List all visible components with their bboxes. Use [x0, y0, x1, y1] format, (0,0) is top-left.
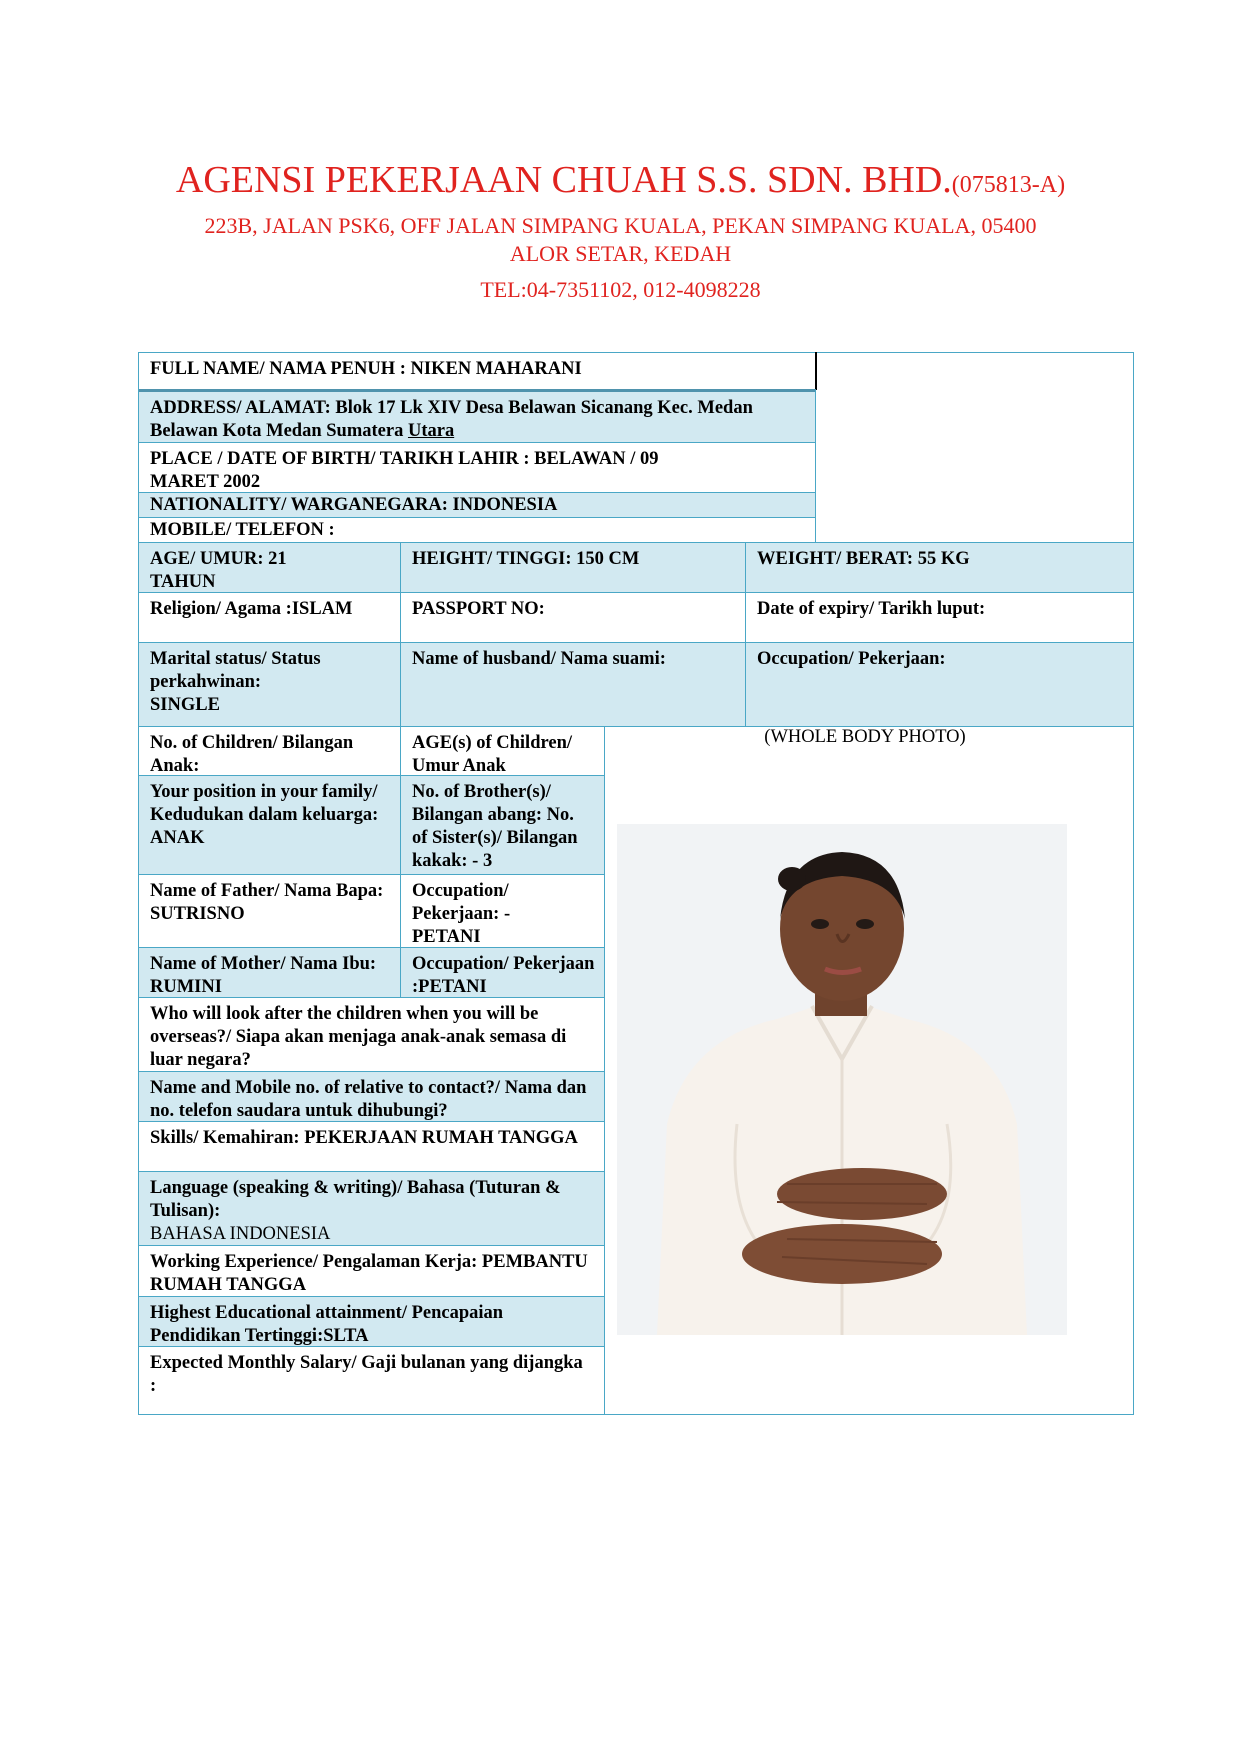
mother-name-field: Name of Mother/ Nama Ibu: RUMINI — [139, 948, 401, 997]
divider — [815, 390, 816, 543]
weight-field: WEIGHT/ BERAT: 55 KG — [746, 543, 1133, 592]
children-count-field: No. of Children/ Bilangan Anak: — [150, 733, 354, 776]
address-text-end: Utara — [407, 421, 455, 441]
height-field: HEIGHT/ TINGGI: 150 CM — [401, 543, 746, 592]
photo-label: (WHOLE BODY PHOTO) — [764, 727, 966, 747]
address-text: ADDRESS/ ALAMAT: Blok 17 Lk XIV Desa Belawan Sicanang Kec. Medan Belawan Kota Medan Sumatera — [150, 398, 753, 441]
divider — [815, 352, 817, 390]
father-name-field: Name of Father/ Nama Bapa: SUTRISNO — [150, 881, 384, 924]
nationality-field: NATIONALITY/ WARGANEGARA: INDONESIA — [139, 493, 816, 518]
caretaker-field: Who will look after the children when you will be overseas?/ Siapa akan menjaga anak-anak semasa di luar negara? — [150, 1004, 567, 1070]
company-name — [0, 158, 1241, 207]
age-field: AGE/ UMUR: 21 TAHUN — [139, 543, 401, 592]
divider — [400, 543, 401, 726]
birth-line-2: MARET 2002 — [150, 472, 261, 492]
birth-field — [139, 443, 816, 492]
divider — [604, 727, 605, 1414]
education-field: Highest Educational attainment/ Pencapaian Pendidikan Tertinggi:SLTA — [139, 1297, 604, 1346]
whole-body-photo — [617, 824, 1067, 1335]
experience-field: Working Experience/ Pengalaman Kerja: PEMBANTU RUMAH TANGGA — [150, 1252, 588, 1295]
address-field — [139, 392, 816, 442]
husband-name-field: Name of husband/ Nama suami: — [401, 643, 746, 726]
language-field — [139, 1172, 604, 1245]
occupation-field: Occupation/ Pekerjaan: — [746, 643, 1133, 726]
company-address — [0, 212, 1241, 268]
salary-field: Expected Monthly Salary/ Gaji bulanan yang dijangka : — [150, 1353, 583, 1396]
marital-status-field — [139, 643, 401, 726]
father-occupation-field: Occupation/ Pekerjaan: - PETANI — [412, 881, 511, 947]
siblings-field: No. of Brother(s)/ Bilangan abang: No. of Sister(s)/ Bilangan kakak: - 3 — [401, 776, 604, 874]
children-age-field: AGE(s) of Children/ Umur Anak — [412, 733, 573, 776]
divider — [400, 727, 401, 997]
relative-contact-field: Name and Mobile no. of relative to contact?/ Nama dan no. telefon saudara untuk dihubungi? — [139, 1072, 604, 1121]
birth-line-1: PLACE / DATE OF BIRTH/ TARIKH LAHIR : BELAWAN / 09 — [150, 449, 659, 469]
marital-status-label: Marital status/ Status perkahwinan: — [150, 649, 321, 692]
mobile-field: MOBILE/ TELEFON : — [150, 520, 335, 540]
mother-occupation-field: Occupation/ Pekerjaan :PETANI — [401, 948, 604, 997]
family-position-field: Your position in your family/ Kedudukan dalam keluarga: ANAK — [139, 776, 401, 874]
full-name-field: FULL NAME/ NAMA PENUH : NIKEN MAHARANI — [150, 359, 582, 379]
company-title: AGENSI PEKERJAAN CHUAH S.S. SDN. BHD. — [175, 159, 952, 201]
divider — [745, 543, 746, 726]
expiry-field: Date of expiry/ Tarikh luput: — [757, 599, 986, 619]
marital-status-value: SINGLE — [150, 695, 220, 715]
company-reg-no: (075813-A) — [951, 172, 1066, 198]
skills-field: Skills/ Kemahiran: PEKERJAAN RUMAH TANGGA — [150, 1128, 578, 1148]
religion-field: Religion/ Agama :ISLAM — [150, 599, 353, 619]
address-line-1: 223B, JALAN PSK6, OFF JALAN SIMPANG KUALA, PEKAN SIMPANG KUALA, 05400 — [204, 213, 1037, 238]
language-label: Language (speaking & writing)/ Bahasa (Tuturan & Tulisan): — [150, 1178, 561, 1221]
passport-field: PASSPORT NO: — [412, 599, 545, 619]
address-line-2: ALOR SETAR, KEDAH — [509, 241, 732, 266]
language-value: BAHASA INDONESIA — [150, 1224, 331, 1244]
company-telephone: TEL:04-7351102, 012-4098228 — [480, 277, 761, 302]
